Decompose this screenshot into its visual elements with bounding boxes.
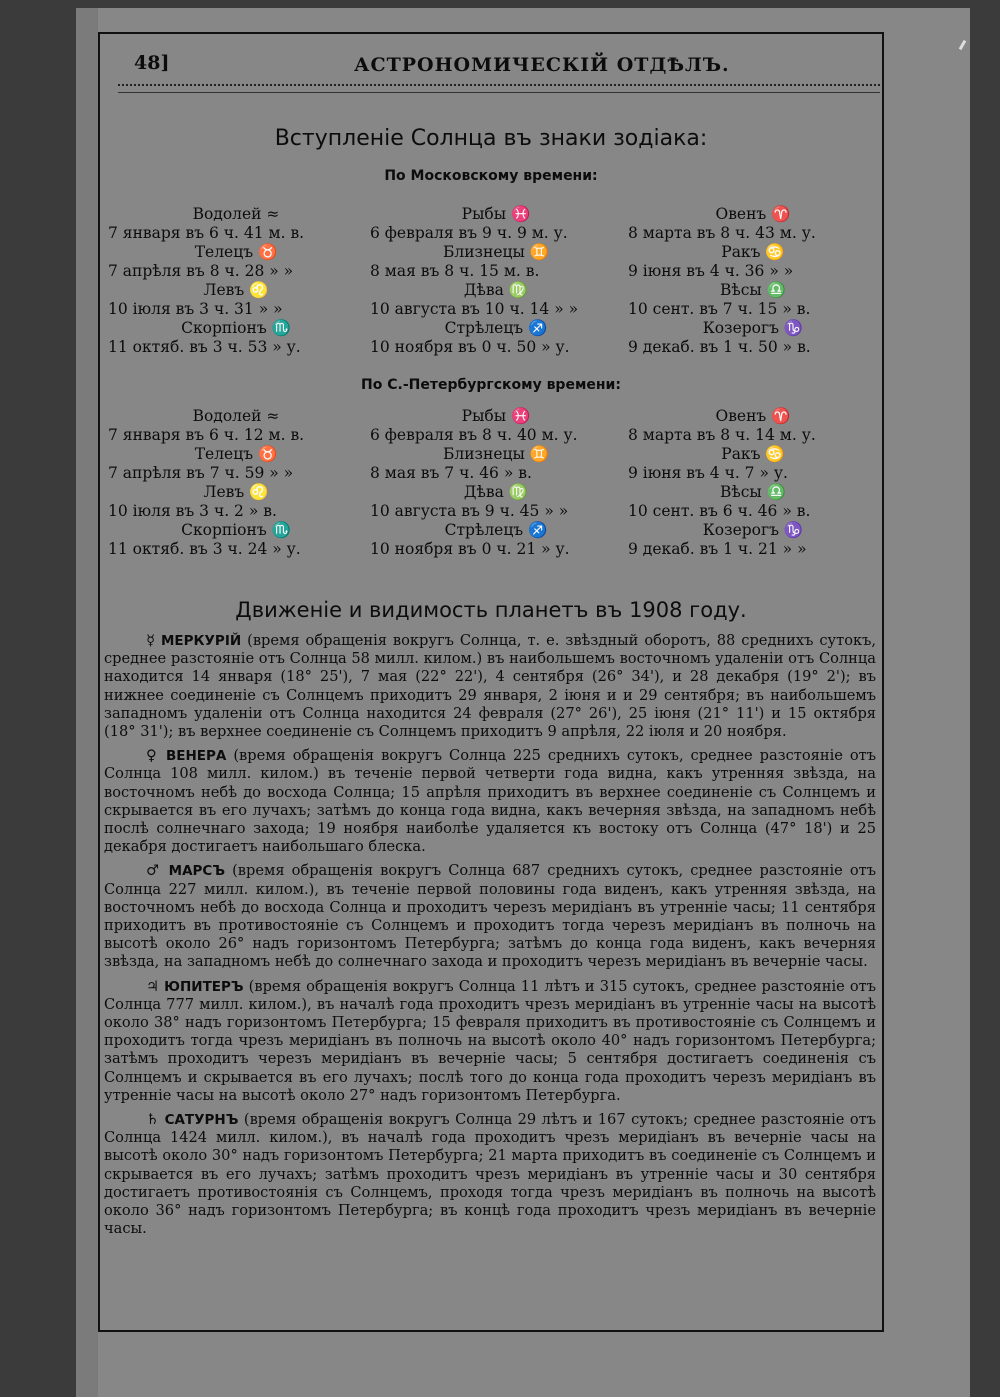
zodiac-entry-time: 8 марта въ 8 ч. 43 м. у. <box>628 224 816 242</box>
zodiac-entry-time: 10 іюля въ 3 ч. 2 » в. <box>108 502 277 520</box>
zodiac-entry-time: 10 іюля въ 3 ч. 31 » » <box>108 300 283 318</box>
zodiac-entry-time: 6 февраля въ 9 ч. 9 м. у. <box>370 224 568 242</box>
planet-description: (время обращенія вокругъ Солнца 225 среднихъ сутокъ, среднее разстояніе отъ Солнца 108 милл. килом.) въ теченіе первой четверти года видна, какъ утренняя звѣзда, на восточномъ небѣ до восхода Солнца; 15 апрѣля приходитъ въ верхнее соединеніе съ Солнцемъ и скрывается въ его лучахъ; затѣмъ до конца года видна, какъ вечерняя звѣзда, на западномъ небѣ послѣ солнечнаго захода; 19 ноября наиболѣе удаляется къ востоку отъ Солнца (47° 18') и 25 декабря достигаетъ наибольшаго блеска. <box>104 747 877 856</box>
page-gutter <box>76 8 98 1397</box>
zodiac-entry-time: 7 апрѣля въ 8 ч. 28 » » <box>108 262 294 280</box>
petersburg-zodiac-table <box>108 407 878 559</box>
zodiac-entry-time: 10 августа въ 9 ч. 45 » » <box>370 502 569 520</box>
zodiac-sign-name: Телецъ ♉ <box>194 243 278 261</box>
planet-symbol-icon: ♀ <box>146 747 159 765</box>
planet-paragraph <box>104 978 876 1105</box>
zodiac-sign-name: Скорпіонъ ♏ <box>181 521 291 539</box>
zodiac-sign-name: Стрѣлецъ ♐ <box>444 521 548 539</box>
zodiac-sign-row <box>108 243 878 262</box>
header-rule <box>118 84 880 93</box>
planet-paragraph <box>104 1111 876 1238</box>
zodiac-date-row <box>108 464 878 483</box>
zodiac-sign-name: Дѣва ♍ <box>463 483 529 501</box>
zodiac-date-row <box>108 224 878 243</box>
planets-text <box>104 632 876 1245</box>
zodiac-sign-name: Стрѣлецъ ♐ <box>444 319 548 337</box>
zodiac-sign-name: Ракъ ♋ <box>721 445 785 463</box>
planet-description: (время обращенія вокругъ Солнца 687 среднихъ сутокъ, среднее разстояніе отъ Солнца 227 милл. килом.), въ теченіе первой половины года виденъ, какъ утренняя звѣзда, на восточномъ небѣ до восхода Солнца и проходитъ черезъ меридіанъ въ утренніе часы; 11 сентября приходитъ въ противостояніе съ Солнцемъ и проходитъ тогда черезъ меридіанъ въ полночь на высотѣ около 26° надъ горизонтомъ Петербурга; затѣмъ до конца года виденъ, какъ вечерняя звѣзда, на западномъ небѣ до солнечнаго захода и проходитъ черезъ меридіанъ въ вечерніе часы. <box>104 862 876 971</box>
planet-name: МЕРКУРІЙ <box>160 633 242 649</box>
zodiac-sign-row <box>108 445 878 464</box>
zodiac-date-row <box>108 426 878 445</box>
running-title: АСТРОНОМИЧЕСКІЙ ОТДѢЛЪ. <box>354 54 730 76</box>
zodiac-sign-name: Водолей ≈ <box>192 205 280 223</box>
planet-description: (время обращенія вокругъ Солнца, т. е. звѣздный оборотъ, 88 среднихъ сутокъ, среднее разстояніе отъ Солнца 58 милл. килом.) въ наибольшемъ восточномъ удаленіи отъ Солнца находится 14 января (18° 25'), 7 мая (22° 22'), 4 сентября (26° 34'), и 28 декабря (19° 2'); въ нижнее соединеніе съ Солнцемъ приходитъ 29 января, 2 іюня и и 29 сентября; въ наибольшемъ западномъ удаленіи отъ Солнца находится 24 февраля (27° 26'), 25 іюня (21° 11') и 15 октября (18° 31'); въ верхнее соединеніе съ Солнцемъ приходитъ 9 апрѣля, 22 іюля и 20 ноября. <box>104 632 877 741</box>
zodiac-entry-time: 10 сент. въ 7 ч. 15 » в. <box>628 300 811 318</box>
zodiac-entry-time: 8 мая въ 7 ч. 46 » в. <box>370 464 532 482</box>
petersburg-time-heading: По С.-Петербургскому времени: <box>361 377 621 393</box>
zodiac-date-row <box>108 300 878 319</box>
zodiac-sign-name: Дѣва ♍ <box>463 281 529 299</box>
planet-name: САТУРНЪ <box>164 1112 239 1129</box>
zodiac-heading: Вступленіе Солнца въ знаки зодіака: <box>274 126 708 151</box>
zodiac-sign-row <box>108 205 878 224</box>
zodiac-entry-time: 9 декаб. въ 1 ч. 21 » » <box>628 540 807 558</box>
zodiac-sign-name: Козерогъ ♑ <box>702 319 804 337</box>
zodiac-sign-name: Овенъ ♈ <box>715 407 791 425</box>
planet-paragraph <box>104 747 876 856</box>
planet-paragraph <box>104 862 876 971</box>
zodiac-date-row <box>108 262 878 281</box>
zodiac-entry-time: 11 октяб. въ 3 ч. 53 » у. <box>108 338 301 356</box>
zodiac-entry-time: 7 января въ 6 ч. 12 м. в. <box>108 426 305 444</box>
zodiac-date-row <box>108 338 878 357</box>
running-header <box>134 52 884 82</box>
zodiac-sign-name: Левъ ♌ <box>203 483 269 501</box>
zodiac-entry-time: 6 февраля въ 8 ч. 40 м. у. <box>370 426 578 444</box>
zodiac-entry-time: 10 августа въ 10 ч. 14 » » <box>370 300 579 318</box>
zodiac-sign-name: Близнецы ♊ <box>442 243 550 261</box>
zodiac-sign-row <box>108 407 878 426</box>
zodiac-sign-name: Водолей ≈ <box>192 407 280 425</box>
planet-description: (время обращенія вокругъ Солнца 11 лѣтъ и 315 сутокъ, среднее разстояніе отъ Солнца 777 милл. килом.), въ началѣ года проходитъ чрезъ меридіанъ въ утренніе часы на высотѣ около 38° надъ горизонтомъ Петербурга; 15 февраля приходитъ въ противостояніе съ Солнцемъ и проходитъ тогда чрезъ меридіанъ въ полночь на высотѣ около 40° надъ горизонтомъ Петербурга; затѣмъ проходитъ черезъ меридіанъ въ вечерніе часы; 5 сентября достигаетъ соединенія съ Солнцемъ и скрывается въ его лучахъ; послѣ того до конца года проходитъ черезъ меридіанъ въ утренніе часы на высотѣ около 27° надъ горизонтомъ Петербурга. <box>104 977 877 1104</box>
zodiac-entry-time: 9 іюня въ 4 ч. 36 » » <box>628 262 794 280</box>
planet-symbol-icon: ☿ <box>146 632 155 649</box>
zodiac-sign-row <box>108 521 878 540</box>
planet-symbol-icon: ♃ <box>146 977 160 995</box>
zodiac-date-row <box>108 502 878 521</box>
planet-description: (время обращенія вокругъ Солнца 29 лѣтъ и 167 сутокъ; среднее разстояніе отъ Солнца 1424 милл. килом.), въ началѣ года проходитъ чрезъ меридіанъ въ вечерніе часы на высотѣ около 30° надъ горизонтомъ Петербурга; 21 марта приходитъ въ соединеніе съ Солнцемъ и скрывается въ его лучахъ; затѣмъ проходитъ чрезъ меридіанъ въ утренніе часы и 30 сентября достигаетъ противостоянія съ Солнцемъ, проходя тогда чрезъ меридіанъ въ полночь на высотѣ около 36° надъ горизонтомъ Петербурга; въ концѣ года проходитъ чрезъ меридіанъ въ вечерніе часы. <box>104 1111 876 1238</box>
page-number: 48] <box>134 52 170 74</box>
planet-paragraph <box>104 632 876 741</box>
planet-symbol-icon: ♂ <box>146 862 162 880</box>
zodiac-sign-name: Телецъ ♉ <box>194 445 278 463</box>
zodiac-entry-time: 10 ноября въ 0 ч. 21 » у. <box>370 540 570 558</box>
zodiac-sign-name: Рыбы ♓ <box>461 205 531 223</box>
planet-name: ЮПИТЕРЪ <box>164 978 244 995</box>
zodiac-date-row <box>108 540 878 559</box>
zodiac-entry-time: 11 октяб. въ 3 ч. 24 » у. <box>108 540 301 558</box>
zodiac-sign-name: Близнецы ♊ <box>442 445 550 463</box>
moscow-zodiac-table <box>108 205 878 357</box>
zodiac-sign-name: Рыбы ♓ <box>461 407 531 425</box>
planets-heading: Движеніе и видимость планетъ въ 1908 году. <box>235 598 747 622</box>
planet-name: ВЕНЕРА <box>165 748 227 765</box>
zodiac-sign-name: Ракъ ♋ <box>721 243 785 261</box>
zodiac-entry-time: 7 апрѣля въ 7 ч. 59 » » <box>108 464 294 482</box>
zodiac-sign-row <box>108 483 878 502</box>
zodiac-sign-name: Скорпіонъ ♏ <box>181 319 291 337</box>
zodiac-entry-time: 8 марта въ 8 ч. 14 м. у. <box>628 426 816 444</box>
zodiac-sign-name: Козерогъ ♑ <box>702 521 804 539</box>
zodiac-entry-time: 9 декаб. въ 1 ч. 50 » в. <box>628 338 811 356</box>
zodiac-sign-name: Вѣсы ♎ <box>720 281 786 299</box>
planet-symbol-icon: ♄ <box>146 1111 160 1129</box>
zodiac-sign-name: Вѣсы ♎ <box>720 483 786 501</box>
zodiac-entry-time: 10 сент. въ 6 ч. 46 » в. <box>628 502 811 520</box>
zodiac-entry-time: 7 января въ 6 ч. 41 м. в. <box>108 224 305 242</box>
zodiac-entry-time: 10 ноября въ 0 ч. 50 » у. <box>370 338 570 356</box>
planet-name: МАРСЪ <box>168 863 226 880</box>
moscow-time-heading: По Московскому времени: <box>384 168 598 184</box>
zodiac-sign-row <box>108 281 878 300</box>
zodiac-sign-row <box>108 319 878 338</box>
zodiac-sign-name: Овенъ ♈ <box>715 205 791 223</box>
zodiac-entry-time: 8 мая въ 8 ч. 15 м. в. <box>370 262 540 280</box>
zodiac-entry-time: 9 іюня въ 4 ч. 7 » у. <box>628 464 788 482</box>
zodiac-sign-name: Левъ ♌ <box>203 281 269 299</box>
